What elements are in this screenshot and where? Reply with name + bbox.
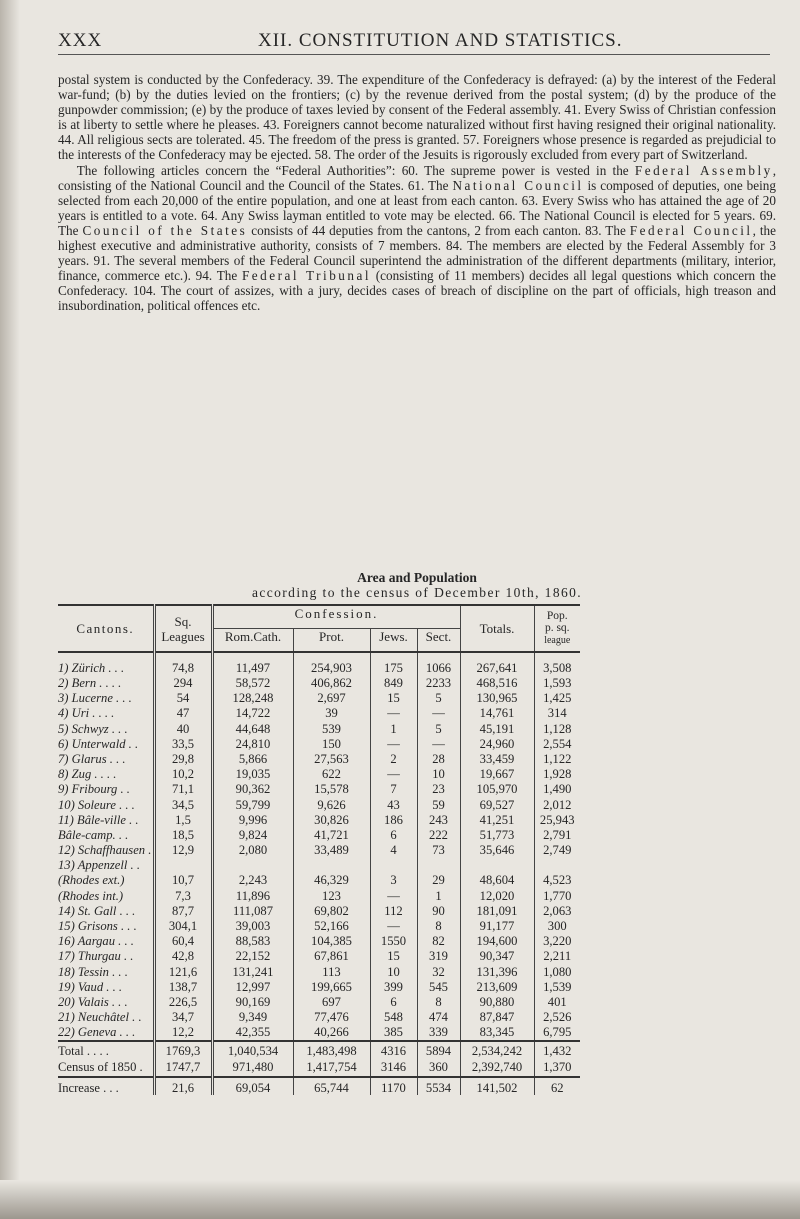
- increase-sq: 21,6: [154, 1077, 212, 1095]
- cell-canton: 14) St. Gall . . .: [58, 904, 154, 919]
- cell-canton: (Rhodes ext.): [58, 873, 154, 888]
- cell-total: 24,960: [460, 737, 534, 752]
- cell-sect: 29: [417, 873, 460, 888]
- cell-prot: 539: [293, 722, 370, 737]
- cell-rc: 131,241: [212, 965, 293, 980]
- cell-jews: 6: [370, 828, 417, 843]
- table-body: [58, 652, 580, 1041]
- cell-sq: 40: [154, 722, 212, 737]
- total-sq: 1769,3: [154, 1041, 212, 1058]
- cell-rc: 2,080: [212, 843, 293, 858]
- cell-canton: 13) Appenzell . .: [58, 858, 154, 873]
- table-row: [58, 858, 580, 873]
- cell-pop: 2,012: [543, 797, 572, 812]
- cell-pop: 1,425: [543, 691, 572, 706]
- cell-sq: 121,6: [154, 965, 212, 980]
- cell-total: 87,847: [460, 1010, 534, 1025]
- cell-pop: 1,928: [543, 767, 572, 782]
- cell-sq: 34,5: [154, 798, 212, 813]
- cell-sect: 82: [417, 934, 460, 949]
- cell-pop: 1,593: [543, 676, 572, 690]
- cell-prot: 150: [293, 737, 370, 752]
- paragraph-2-part-c: is composed of deputies, one being selected from each 20,000 of the entire population, and one at least from each canton. 63. Every Swiss who has attained the age of 20 years is entitled to a vote. 64. Any Swiss layman entitled to vote may be elected. 66. The National Council is elected for 5 years. 69. The: [58, 177, 776, 238]
- cell-rc: 90,362: [212, 782, 293, 797]
- cell-total: 19,667: [460, 767, 534, 782]
- cell-rc: 2,243: [212, 873, 293, 888]
- cell-pop: 300: [547, 919, 567, 933]
- cell-prot: 52,166: [293, 919, 370, 934]
- cell-sect: 10: [417, 767, 460, 782]
- cell-jews: 1550: [370, 934, 417, 949]
- cell-jews: 385: [370, 1025, 417, 1041]
- cell-jews: 112: [370, 904, 417, 919]
- census-sect: 360: [417, 1058, 460, 1077]
- cell-prot: 33,489: [293, 843, 370, 858]
- cell-sect: 8: [417, 995, 460, 1010]
- cell-sq: 54: [154, 691, 212, 706]
- term-federal-assembly: Federal Assembly: [634, 162, 773, 178]
- cell-total: 181,091: [460, 904, 534, 919]
- cell-prot: 15,578: [293, 782, 370, 797]
- cell-jews: 15: [370, 691, 417, 706]
- cell-jews: 175: [370, 652, 417, 676]
- cell-canton: 3) Lucerne . . .: [58, 691, 154, 706]
- cell-rc: 128,248: [212, 691, 293, 706]
- increase-total: 141,502: [460, 1077, 534, 1095]
- cell-rc: 19,035: [212, 767, 293, 782]
- cell-total: 91,177: [460, 919, 534, 934]
- census-prot: 1,417,754: [293, 1058, 370, 1077]
- cell-rc: 11,497: [212, 652, 293, 676]
- cell-jews: [370, 858, 417, 873]
- increase-pop: 62: [550, 1081, 564, 1096]
- cell-prot: 40,266: [293, 1025, 370, 1041]
- cell-jews: —: [370, 919, 417, 934]
- cell-sq: 71,1: [154, 782, 212, 797]
- cell-pop: 3,220: [543, 934, 572, 949]
- cell-total: 41,251: [460, 813, 534, 828]
- cell-prot: 697: [293, 995, 370, 1010]
- cell-sect: 474: [417, 1010, 460, 1025]
- cell-rc: 24,810: [212, 737, 293, 752]
- cell-rc: 9,824: [212, 828, 293, 843]
- cell-jews: 43: [370, 798, 417, 813]
- cell-total: 194,600: [460, 934, 534, 949]
- cell-canton: 10) Soleure . . .: [58, 798, 154, 813]
- cell-total: 35,646: [460, 843, 534, 858]
- cell-prot: 39: [293, 706, 370, 721]
- table-row: [58, 737, 580, 752]
- cell-pop: 1,770: [543, 888, 572, 903]
- cell-total: 83,345: [460, 1025, 534, 1041]
- cell-sq: 294: [154, 676, 212, 691]
- total-prot: 1,483,498: [293, 1041, 370, 1058]
- cell-prot: 123: [293, 889, 370, 904]
- increase-rc: 69,054: [212, 1077, 293, 1095]
- cell-rc: 111,087: [212, 904, 293, 919]
- cell-total: 33,459: [460, 752, 534, 767]
- cell-sq: 10,2: [154, 767, 212, 782]
- census-label: Census of 1850 .: [58, 1058, 154, 1077]
- cell-pop: 1,539: [543, 979, 572, 994]
- cell-sq: 29,8: [154, 752, 212, 767]
- cell-sect: 1: [417, 889, 460, 904]
- table-row: [58, 813, 580, 828]
- paragraph-2-part-a: The following articles concern the “Federal Authorities”: 60. The supreme power is vested in the: [76, 162, 635, 178]
- cell-sect: 32: [417, 965, 460, 980]
- cell-rc: [212, 858, 293, 873]
- header-pop-per-league: [534, 605, 580, 652]
- table-row: [58, 995, 580, 1010]
- cell-prot: [293, 858, 370, 873]
- header-league: league: [544, 635, 571, 646]
- cell-sect: —: [417, 737, 460, 752]
- table-row: [58, 965, 580, 980]
- cell-total: 468,516: [460, 676, 534, 691]
- table-title: Area and Population: [357, 570, 477, 585]
- cell-jews: 4: [370, 843, 417, 858]
- header-jews: Jews.: [370, 629, 417, 653]
- table-row: [58, 798, 580, 813]
- census-sq: 1747,7: [154, 1058, 212, 1077]
- cell-sect: 8: [417, 919, 460, 934]
- cell-canton: 21) Neuchâtel . .: [58, 1010, 154, 1025]
- total-pop: 1,432: [534, 1041, 580, 1058]
- cell-sect: 243: [417, 813, 460, 828]
- header-prot: Prot.: [293, 629, 370, 653]
- cell-sq: 226,5: [154, 995, 212, 1010]
- table-row: [58, 873, 580, 888]
- cell-sq: [154, 858, 212, 873]
- cell-total: [460, 858, 534, 873]
- cell-rc: 42,355: [212, 1025, 293, 1041]
- cell-sect: 28: [417, 752, 460, 767]
- cell-rc: 59,799: [212, 798, 293, 813]
- cell-prot: 406,862: [293, 676, 370, 691]
- cell-sect: 23: [417, 782, 460, 797]
- header-psq: p. sq.: [544, 622, 570, 634]
- article-text: [58, 72, 776, 314]
- cell-rc: 44,648: [212, 722, 293, 737]
- table-row: [58, 652, 580, 676]
- cell-sect: 59: [417, 798, 460, 813]
- cell-pop: 2,749: [543, 843, 572, 858]
- cell-prot: 27,563: [293, 752, 370, 767]
- cell-prot: 69,802: [293, 904, 370, 919]
- census-pop: 1,370: [534, 1058, 580, 1077]
- cell-total: 45,191: [460, 722, 534, 737]
- header-totals: Totals.: [460, 605, 534, 652]
- cell-pop: [534, 858, 580, 873]
- cell-pop: 2,526: [543, 1010, 572, 1025]
- cell-pop: 1,080: [543, 964, 572, 979]
- table-row: [58, 889, 580, 904]
- cell-canton: 18) Tessin . . .: [58, 965, 154, 980]
- cell-sq: 87,7: [154, 904, 212, 919]
- cell-pop: 2,791: [543, 827, 572, 842]
- cell-canton: (Rhodes int.): [58, 889, 154, 904]
- cell-total: 90,347: [460, 949, 534, 964]
- table-row: [58, 934, 580, 949]
- table-row: [58, 722, 580, 737]
- table-row: [58, 1025, 580, 1041]
- cell-canton: 15) Grisons . . .: [58, 919, 154, 934]
- cell-canton: 1) Zürich . . .: [58, 652, 154, 676]
- cell-prot: 41,721: [293, 828, 370, 843]
- cell-sq: 138,7: [154, 980, 212, 995]
- cell-prot: 30,826: [293, 813, 370, 828]
- cell-sq: 10,7: [154, 873, 212, 888]
- cell-pop: 6,795: [543, 1025, 572, 1040]
- cell-sq: 47: [154, 706, 212, 721]
- term-council-of-states: Council of the States: [82, 222, 248, 238]
- increase-row: [58, 1077, 580, 1095]
- paragraph-2-part-e: , the highest executive and administrative authority, consists of 7 members. 84. The members are elected by the Federal Assembly for 3 years. 91. The several members of the Federal Council superintend the administration of the different departments (military, interior, finance, commerce etc.). 94. The: [58, 222, 776, 284]
- cell-prot: 199,665: [293, 980, 370, 995]
- population-table: [58, 604, 580, 1095]
- cell-rc: 90,169: [212, 995, 293, 1010]
- page-bottom-shadow: [0, 1180, 800, 1219]
- cell-canton: 16) Aargau . . .: [58, 934, 154, 949]
- cell-prot: 104,385: [293, 934, 370, 949]
- paragraph-1: postal system is conducted by the Confederacy. 39. The expenditure of the Confederacy is defrayed: (a) by the interest of the Federal war-fund; (b) by the duties levied on the frontiers; (c) by the revenue derived from the postal system; (d) by the produce of the gunpowder commission; (e) by the produce of taxes levied by consent of the Federal assembly. 41. Every Swiss of Christian confession is at liberty to settle where he pleases. 43. Foreigners cannot become naturalized without first having resigned their original nationality. 44. All religious sects are tolerated. 45. The freedom of the press is granted. 57. Foreigners whose presence is regarded as prejudicial to the interests of the Confederacy may be ejected. 58. The order of the Jesuits is rigorously excluded from every part of Switzerland.: [58, 72, 776, 163]
- table-row: [58, 980, 580, 995]
- cell-canton: 17) Thurgau . .: [58, 949, 154, 964]
- cell-pop: 2,554: [543, 736, 572, 751]
- cell-prot: 254,903: [293, 652, 370, 676]
- total-sect: 5894: [417, 1041, 460, 1058]
- cell-rc: 14,722: [212, 706, 293, 721]
- cell-prot: 77,476: [293, 1010, 370, 1025]
- cell-prot: 67,861: [293, 949, 370, 964]
- cell-sect: 5: [417, 722, 460, 737]
- chapter-title: XII. CONSTITUTION AND STATISTICS.: [258, 30, 623, 51]
- census-total: 2,392,740: [460, 1058, 534, 1077]
- cell-total: 131,396: [460, 965, 534, 980]
- increase-label: Increase . . .: [58, 1077, 154, 1095]
- cell-sq: 1,5: [154, 813, 212, 828]
- cell-prot: 2,697: [293, 691, 370, 706]
- cell-pop: 2,211: [543, 949, 572, 964]
- cell-canton: 11) Bâle-ville . .: [58, 813, 154, 828]
- cell-pop: 3,508: [543, 661, 572, 675]
- cell-rc: 22,152: [212, 949, 293, 964]
- header-romcath: Rom.Cath.: [212, 629, 293, 653]
- increase-jews: 1170: [370, 1077, 417, 1095]
- increase-sect: 5534: [417, 1077, 460, 1095]
- cell-jews: 2: [370, 752, 417, 767]
- cell-pop: 2,063: [543, 903, 572, 918]
- cell-canton: 6) Unterwald . .: [58, 737, 154, 752]
- cell-jews: —: [370, 706, 417, 721]
- cell-sect: [417, 858, 460, 873]
- cell-sect: 222: [417, 828, 460, 843]
- page-header: [58, 30, 770, 55]
- cell-rc: 88,583: [212, 934, 293, 949]
- header-sq: Sq.: [174, 613, 192, 629]
- census-1850-row: [58, 1058, 580, 1077]
- cell-sect: 339: [417, 1025, 460, 1041]
- cell-sect: —: [417, 706, 460, 721]
- term-federal-council: Federal Council: [629, 222, 753, 238]
- cell-sq: 33,5: [154, 737, 212, 752]
- header-pop: Pop.: [546, 610, 568, 622]
- cell-sect: 5: [417, 691, 460, 706]
- table-row: [58, 919, 580, 934]
- header-confession: Confession.: [212, 605, 460, 629]
- cell-sq: 18,5: [154, 828, 212, 843]
- cell-total: 12,020: [460, 889, 534, 904]
- increase-prot: 65,744: [293, 1077, 370, 1095]
- cell-jews: —: [370, 767, 417, 782]
- cell-canton: 20) Valais . . .: [58, 995, 154, 1010]
- cell-rc: 9,349: [212, 1010, 293, 1025]
- cell-prot: 113: [293, 965, 370, 980]
- table-row: [58, 676, 580, 691]
- cell-prot: 9,626: [293, 798, 370, 813]
- total-rc: 1,040,534: [212, 1041, 293, 1058]
- cell-total: 14,761: [460, 706, 534, 721]
- table-row: [58, 949, 580, 964]
- cell-sq: 12,9: [154, 843, 212, 858]
- cell-sq: 7,3: [154, 889, 212, 904]
- cell-jews: 3: [370, 873, 417, 888]
- table-row: [58, 767, 580, 782]
- table-row: [58, 904, 580, 919]
- cell-rc: 9,996: [212, 813, 293, 828]
- cell-pop: 1,128: [543, 721, 572, 736]
- cell-jews: 15: [370, 949, 417, 964]
- cell-pop: 4,523: [543, 873, 572, 888]
- cell-rc: 11,896: [212, 889, 293, 904]
- cell-canton: 2) Bern . . . .: [58, 676, 154, 691]
- cell-pop: 401: [547, 994, 567, 1009]
- total-row: [58, 1041, 580, 1058]
- table-row: [58, 691, 580, 706]
- cell-canton: Bâle-camp. . .: [58, 828, 154, 843]
- total-total: 2,534,242: [460, 1041, 534, 1058]
- cell-sq: 34,7: [154, 1010, 212, 1025]
- cell-pop: 1,122: [543, 751, 572, 766]
- cell-jews: —: [370, 889, 417, 904]
- cell-total: 69,527: [460, 798, 534, 813]
- cell-total: 105,970: [460, 782, 534, 797]
- cell-sq: 12,2: [154, 1025, 212, 1041]
- table-row: [58, 752, 580, 767]
- cell-canton: 22) Geneva . . .: [58, 1025, 154, 1041]
- total-jews: 4316: [370, 1041, 417, 1058]
- cell-prot: 622: [293, 767, 370, 782]
- cell-jews: 6: [370, 995, 417, 1010]
- paragraph-2-part-d: consists of 44 deputies from the cantons, 2 from each canton. 83. The: [247, 222, 630, 238]
- page-binding-shadow: [0, 0, 20, 1219]
- table-subtitle: according to the census of December 10th, 1860.: [251, 585, 583, 600]
- table-row: [58, 782, 580, 797]
- cell-total: 51,773: [460, 828, 534, 843]
- term-national-council: National Council: [452, 177, 584, 193]
- page-number: XXX: [58, 30, 103, 51]
- census-rc: 971,480: [212, 1058, 293, 1077]
- cell-rc: 12,997: [212, 980, 293, 995]
- cell-rc: 5,866: [212, 752, 293, 767]
- cell-sect: 90: [417, 904, 460, 919]
- total-label: Total . . . .: [58, 1041, 154, 1058]
- cell-jews: 7: [370, 782, 417, 797]
- header-sect: Sect.: [417, 629, 460, 653]
- cell-jews: —: [370, 737, 417, 752]
- header-sq-leagues: [154, 605, 212, 652]
- cell-jews: 1: [370, 722, 417, 737]
- cell-sq: 304,1: [154, 919, 212, 934]
- cell-rc: 58,572: [212, 676, 293, 691]
- table-row: [58, 1010, 580, 1025]
- cell-canton: 7) Glarus . . .: [58, 752, 154, 767]
- cell-canton: 4) Uri . . . .: [58, 706, 154, 721]
- cell-rc: 39,003: [212, 919, 293, 934]
- cell-total: 213,609: [460, 980, 534, 995]
- cell-sq: 42,8: [154, 949, 212, 964]
- cell-total: 90,880: [460, 995, 534, 1010]
- paragraph-2-part-f: (consisting of 11 members) decides all legal questions which concern the Confederacy. 104. The court of assizes, with a jury, decides cases of breach of discipline on the part of officials, high treason and insubordination, political offences etc.: [58, 268, 776, 314]
- cell-canton: 19) Vaud . . .: [58, 980, 154, 995]
- term-federal-tribunal: Federal Tribunal: [241, 268, 371, 284]
- cell-sect: 545: [417, 980, 460, 995]
- cell-pop: 25,943: [539, 812, 575, 827]
- cell-pop: 1,490: [543, 782, 572, 797]
- cell-sect: 319: [417, 949, 460, 964]
- cell-jews: 548: [370, 1010, 417, 1025]
- cell-jews: 399: [370, 980, 417, 995]
- cell-total: 48,604: [460, 873, 534, 888]
- table-row: [58, 843, 580, 858]
- cell-sect: 73: [417, 843, 460, 858]
- cell-total: 130,965: [460, 691, 534, 706]
- table-row: [58, 706, 580, 721]
- cell-sect: 1066: [417, 652, 460, 676]
- cell-prot: 46,329: [293, 873, 370, 888]
- cell-jews: 849: [370, 676, 417, 691]
- census-jews: 3146: [370, 1058, 417, 1077]
- cell-total: 267,641: [460, 652, 534, 676]
- cell-canton: 12) Schaffhausen .: [58, 843, 154, 858]
- cell-canton: 5) Schwyz . . .: [58, 722, 154, 737]
- cell-jews: 10: [370, 965, 417, 980]
- header-leagues: Leagues: [161, 628, 205, 644]
- cell-sq: 74,8: [154, 652, 212, 676]
- cell-canton: 8) Zug . . . .: [58, 767, 154, 782]
- paragraph-2-part-b: , consisting of the National Council and the Council of the States. 61. The: [58, 162, 776, 193]
- cell-sq: 60,4: [154, 934, 212, 949]
- table-row: [58, 828, 580, 843]
- header-cantons: Cantons.: [58, 605, 154, 652]
- cell-sect: 2233: [417, 676, 460, 691]
- cell-pop: 314: [547, 706, 567, 721]
- cell-jews: 186: [370, 813, 417, 828]
- cell-canton: 9) Fribourg . .: [58, 782, 154, 797]
